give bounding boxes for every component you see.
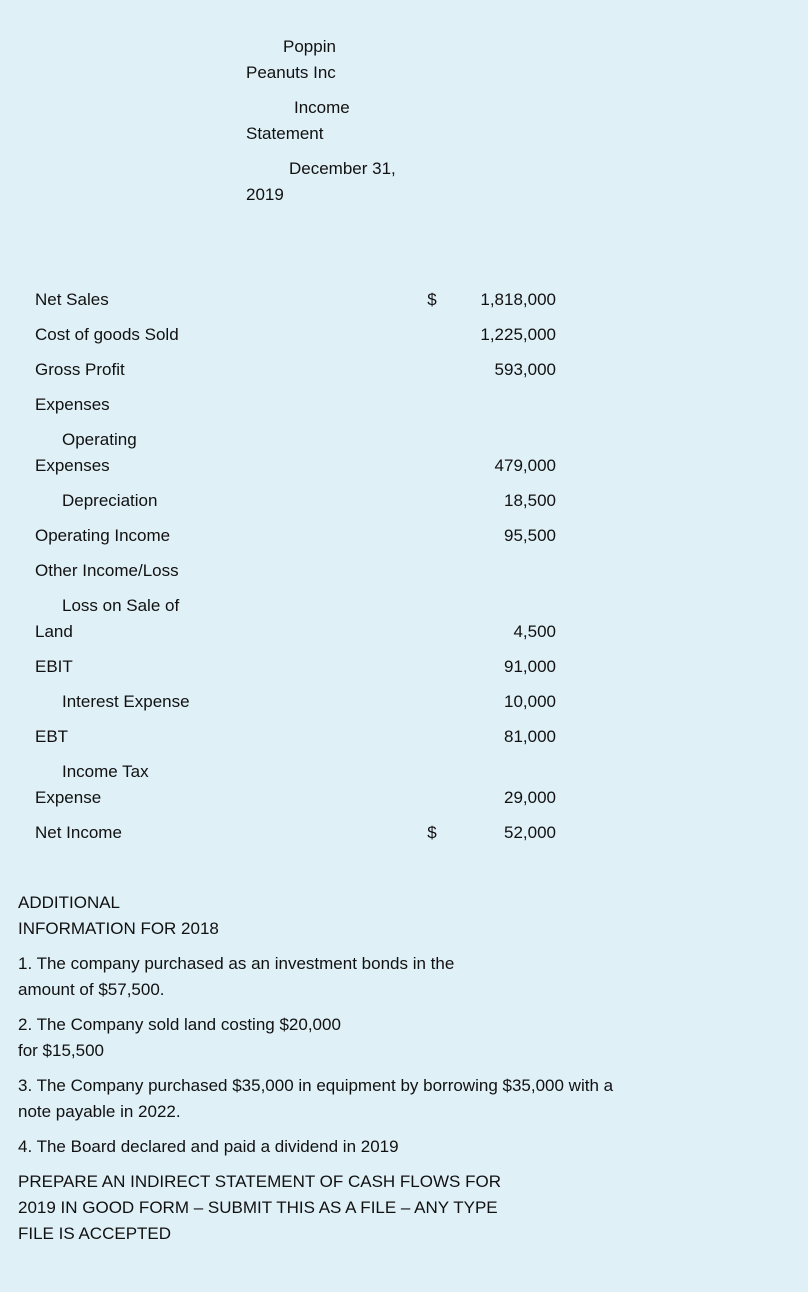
loss-on-land-label-line1: Loss on Sale of (62, 596, 180, 615)
ebit-label: EBIT (35, 657, 73, 676)
loss-on-land-amount: 4,500 (513, 622, 556, 641)
statement-date-line1: December 31, (289, 159, 396, 178)
statement-title-line1: Income (294, 98, 350, 117)
instruction-line3: FILE IS ACCEPTED (18, 1224, 172, 1243)
ebt-amount: 81,000 (504, 727, 556, 746)
company-name-line1: Poppin (283, 37, 336, 56)
operating-income-label: Operating Income (35, 526, 171, 545)
net-sales-amount: 1,818,000 (480, 290, 556, 309)
other-income-label: Other Income/Loss (35, 561, 179, 580)
net-income-dollar: $ (427, 823, 437, 842)
income-tax-amount: 29,000 (504, 788, 556, 807)
info-item-3-line1: 3. The Company purchased $35,000 in equipment by borrowing $35,000 with a (18, 1076, 614, 1095)
income-tax-label-line1: Income Tax (62, 762, 149, 781)
ebit-amount: 91,000 (504, 657, 556, 676)
info-item-2-line2: for $15,500 (18, 1041, 105, 1060)
gross-profit-label: Gross Profit (35, 360, 125, 379)
info-item-2-line1: 2. The Company sold land costing $20,000 (18, 1015, 341, 1034)
additional-info-heading-line2: INFORMATION FOR 2018 (18, 919, 219, 938)
statement-title-line2: Statement (246, 124, 324, 143)
ebt-label: EBT (35, 727, 69, 746)
additional-info-heading-line1: ADDITIONAL (18, 893, 121, 912)
net-income-label: Net Income (35, 823, 122, 842)
operating-expenses-amount: 479,000 (494, 456, 556, 475)
gross-profit-amount: 593,000 (494, 360, 556, 379)
interest-expense-label: Interest Expense (62, 692, 190, 711)
loss-on-land-label-line2: Land (35, 622, 73, 641)
cogs-label: Cost of goods Sold (35, 325, 179, 344)
cogs-amount: 1,225,000 (480, 325, 556, 344)
income-tax-label-line2: Expense (35, 788, 102, 807)
info-item-1-line2: amount of $57,500. (18, 980, 165, 999)
net-sales-dollar: $ (427, 290, 437, 309)
operating-expenses-label-line1: Operating (62, 430, 137, 449)
depreciation-label: Depreciation (62, 491, 158, 510)
net-sales-label: Net Sales (35, 290, 109, 309)
depreciation-amount: 18,500 (504, 491, 556, 510)
instruction-line2: 2019 IN GOOD FORM – SUBMIT THIS AS A FILE – ANY TYPE (18, 1198, 498, 1217)
info-item-1-line1: 1. The company purchased as an investment bonds in the (18, 954, 455, 973)
expenses-label: Expenses (35, 395, 110, 414)
net-income-amount: 52,000 (504, 823, 556, 842)
instruction-line1: PREPARE AN INDIRECT STATEMENT OF CASH FLOWS FOR (18, 1172, 501, 1191)
operating-expenses-label-line2: Expenses (35, 456, 110, 475)
info-item-4: 4. The Board declared and paid a dividend in 2019 (18, 1137, 399, 1156)
interest-expense-amount: 10,000 (504, 692, 556, 711)
statement-date-line2: 2019 (246, 185, 284, 204)
operating-income-amount: 95,500 (504, 526, 556, 545)
company-name-line2: Peanuts Inc (246, 63, 336, 82)
info-item-3-line2: note payable in 2022. (18, 1102, 181, 1121)
